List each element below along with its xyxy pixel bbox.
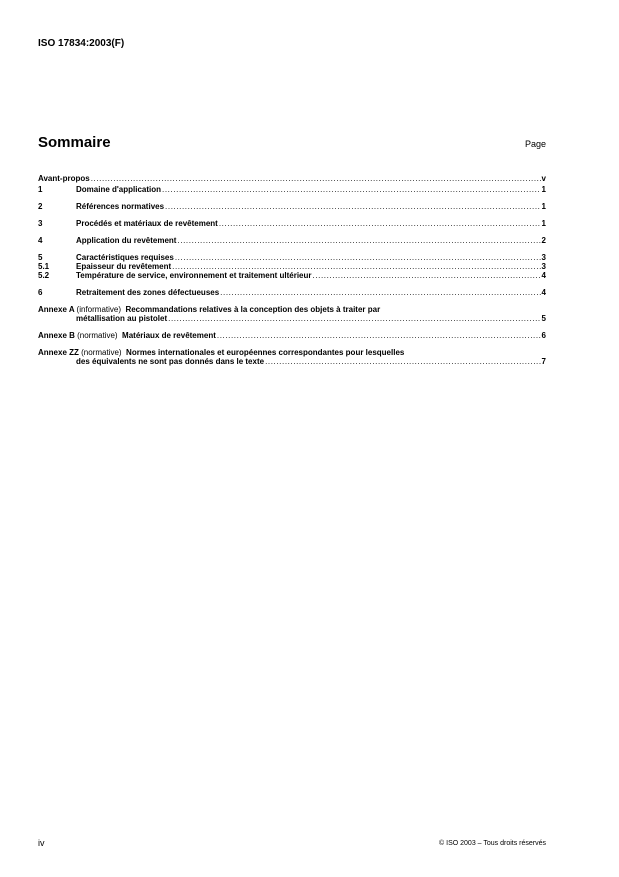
toc-entry-annex-b[interactable] [38,331,546,340]
toc-entry-page: 4 [541,271,546,280]
toc-entry-text: Epaisseur du revêtement [76,262,172,271]
toc-entry-number: 5 [38,253,43,262]
annex-title-line1: Normes internationales et européennes correspondantes pour lesquelles [126,348,405,357]
annex-title-line2: métallisation au pistolet [76,314,168,323]
leader-dots [91,174,541,183]
leader-dots [165,202,541,211]
toc-entry-5[interactable] [38,253,546,262]
leader-dots [220,288,540,297]
leader-dots [168,314,540,323]
leader-dots [162,185,541,194]
annex-title: Matériaux de revêtement [122,331,216,340]
toc-entry-number: 2 [38,202,43,211]
toc-entry-number: 4 [38,236,43,245]
toc-entry-text: Application du revêtement [76,236,177,245]
leader-dots [217,331,541,340]
toc-entry-text: Domaine d'application [76,185,162,194]
toc-entry-text: Références normatives [76,202,165,211]
annex-type: (normative) [77,331,118,340]
annex-label: Annexe ZZ [38,348,79,357]
toc-entry-page: 1 [541,185,546,194]
annex-label: Annexe B [38,331,75,340]
toc-entry-page: 7 [541,357,546,366]
toc-entry-5-2[interactable] [38,271,546,280]
table-of-contents [38,174,546,366]
page-title: Sommaire [38,134,111,151]
footer-page-number: iv [38,838,45,848]
annex-type: (informative) [76,305,121,314]
toc-entry-page: 5 [541,314,546,323]
toc-entry-number: 6 [38,288,43,297]
toc-entry-page: v [541,174,546,183]
annex-label: Annexe A [38,305,75,314]
leader-dots [265,357,540,366]
toc-entry-page: 4 [541,288,546,297]
toc-entry-text: Température de service, environnement et traitement ultérieur [76,271,312,280]
toc-entry-5-1[interactable] [38,262,546,271]
leader-dots [175,253,541,262]
toc-entry-page: 2 [541,236,546,245]
toc-entry-annex-a[interactable] [38,305,546,323]
toc-entry-page: 3 [541,262,546,271]
toc-entry-1[interactable] [38,185,546,194]
toc-entry-text: Caractéristiques requises [76,253,174,262]
toc-entry-4[interactable] [38,236,546,245]
leader-dots [172,262,540,271]
toc-entry-number: 1 [38,185,43,194]
footer-copyright: © ISO 2003 – Tous droits réservés [439,840,546,847]
leader-dots [312,271,540,280]
toc-entry-number: 5.2 [38,271,50,280]
toc-entry-2[interactable] [38,202,546,211]
page-column-label: Page [524,139,546,149]
toc-entry-page: 3 [541,253,546,262]
leader-dots [219,219,541,228]
toc-entry-number: 3 [38,219,43,228]
toc-entry-number: 5.1 [38,262,50,271]
toc-entry-text: Avant-propos [38,174,90,183]
toc-entry-annex-zz[interactable] [38,348,546,366]
annex-type: (normative) [81,348,122,357]
toc-entry-page: 6 [541,331,546,340]
toc-entry-page: 1 [541,202,546,211]
annex-title-line1: Recommandations relatives à la conception des objets à traiter par [125,305,381,314]
toc-entry-foreword[interactable] [38,174,546,183]
annex-title-line2: des équivalents ne sont pas donnés dans le texte [76,357,265,366]
toc-entry-text: Retraitement des zones défectueuses [76,288,220,297]
toc-entry-page: 1 [541,219,546,228]
document-id: ISO 17834:2003(F) [38,38,125,49]
toc-entry-6[interactable] [38,288,546,297]
toc-entry-3[interactable] [38,219,546,228]
leader-dots [177,236,540,245]
toc-entry-text: Procédés et matériaux de revêtement [76,219,218,228]
